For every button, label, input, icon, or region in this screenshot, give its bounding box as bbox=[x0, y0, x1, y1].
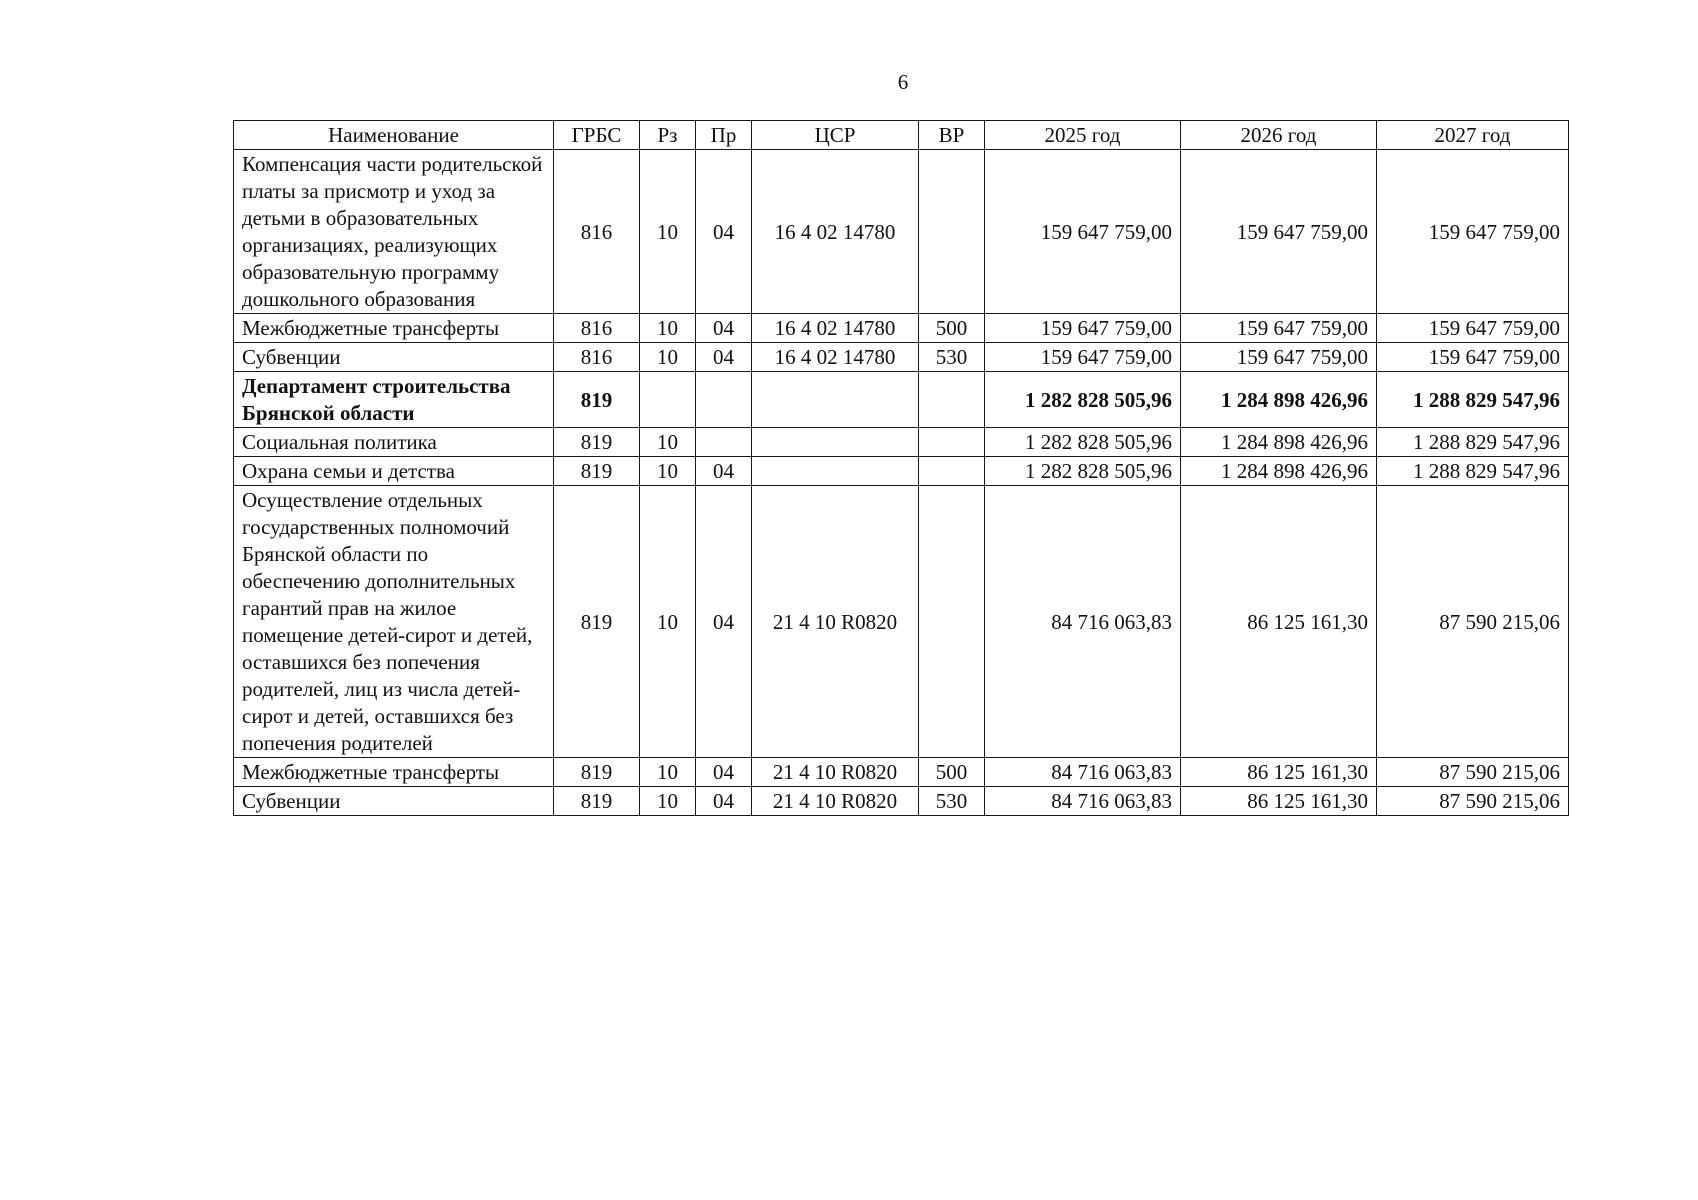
table-row bbox=[234, 150, 1569, 314]
cell-2026: 1 284 898 426,96 bbox=[1181, 457, 1377, 486]
cell-pr: 04 bbox=[696, 343, 752, 372]
header-vr: ВР bbox=[919, 121, 985, 150]
cell-csr bbox=[752, 372, 919, 428]
cell-name: Компенсация части родительской платы за присмотр и уход за детьми в образовательных организациях, реализующих образовательную программу дошкольного образования bbox=[234, 150, 554, 314]
cell-2027: 1 288 829 547,96 bbox=[1377, 457, 1569, 486]
cell-name: Социальная политика bbox=[234, 428, 554, 457]
header-name: Наименование bbox=[234, 121, 554, 150]
cell-pr: 04 bbox=[696, 486, 752, 758]
cell-vr bbox=[919, 486, 985, 758]
cell-name: Охрана семьи и детства bbox=[234, 457, 554, 486]
cell-2027: 159 647 759,00 bbox=[1377, 314, 1569, 343]
cell-vr: 530 bbox=[919, 343, 985, 372]
cell-vr bbox=[919, 428, 985, 457]
cell-rz: 10 bbox=[640, 314, 696, 343]
cell-pr: 04 bbox=[696, 150, 752, 314]
cell-grbs: 819 bbox=[554, 787, 640, 816]
table-row bbox=[234, 428, 1569, 457]
cell-2026: 1 284 898 426,96 bbox=[1181, 372, 1377, 428]
cell-rz bbox=[640, 372, 696, 428]
cell-vr bbox=[919, 457, 985, 486]
cell-pr: 04 bbox=[696, 758, 752, 787]
cell-grbs: 819 bbox=[554, 758, 640, 787]
cell-2025: 1 282 828 505,96 bbox=[985, 457, 1181, 486]
cell-2027: 1 288 829 547,96 bbox=[1377, 428, 1569, 457]
table-row bbox=[234, 787, 1569, 816]
header-2027: 2027 год bbox=[1377, 121, 1569, 150]
cell-2026: 86 125 161,30 bbox=[1181, 486, 1377, 758]
cell-grbs: 819 bbox=[554, 457, 640, 486]
header-rz: Рз bbox=[640, 121, 696, 150]
header-2026: 2026 год bbox=[1181, 121, 1377, 150]
cell-2026: 159 647 759,00 bbox=[1181, 314, 1377, 343]
header-pr: Пр bbox=[696, 121, 752, 150]
cell-rz: 10 bbox=[640, 787, 696, 816]
cell-2026: 86 125 161,30 bbox=[1181, 787, 1377, 816]
cell-csr bbox=[752, 428, 919, 457]
cell-2026: 159 647 759,00 bbox=[1181, 150, 1377, 314]
cell-2025: 159 647 759,00 bbox=[985, 150, 1181, 314]
cell-2025: 1 282 828 505,96 bbox=[985, 372, 1181, 428]
cell-vr: 500 bbox=[919, 758, 985, 787]
cell-grbs: 816 bbox=[554, 343, 640, 372]
cell-2025: 84 716 063,83 bbox=[985, 787, 1181, 816]
cell-rz: 10 bbox=[640, 758, 696, 787]
cell-csr: 16 4 02 14780 bbox=[752, 150, 919, 314]
cell-2025: 1 282 828 505,96 bbox=[985, 428, 1181, 457]
cell-rz: 10 bbox=[640, 343, 696, 372]
cell-rz: 10 bbox=[640, 150, 696, 314]
cell-rz: 10 bbox=[640, 486, 696, 758]
cell-2027: 159 647 759,00 bbox=[1377, 343, 1569, 372]
cell-vr: 500 bbox=[919, 314, 985, 343]
cell-csr: 16 4 02 14780 bbox=[752, 314, 919, 343]
cell-grbs: 819 bbox=[554, 486, 640, 758]
cell-rz: 10 bbox=[640, 457, 696, 486]
cell-2026: 159 647 759,00 bbox=[1181, 343, 1377, 372]
table-row bbox=[234, 758, 1569, 787]
cell-name: Осуществление отдельных государственных полномочий Брянской области по обеспечению дополнительных гарантий прав на жилое помещение детей-сирот и детей, оставшихся без попечения родителей, лиц из числа детей-сирот и детей, оставшихся без попечения родителей bbox=[234, 486, 554, 758]
cell-vr bbox=[919, 372, 985, 428]
cell-pr: 04 bbox=[696, 457, 752, 486]
cell-pr: 04 bbox=[696, 787, 752, 816]
cell-name: Субвенции bbox=[234, 343, 554, 372]
cell-pr bbox=[696, 372, 752, 428]
cell-name: Межбюджетные трансферты bbox=[234, 314, 554, 343]
cell-csr bbox=[752, 457, 919, 486]
cell-vr bbox=[919, 150, 985, 314]
cell-2027: 87 590 215,06 bbox=[1377, 758, 1569, 787]
cell-2027: 159 647 759,00 bbox=[1377, 150, 1569, 314]
header-2025: 2025 год bbox=[985, 121, 1181, 150]
table-row bbox=[234, 486, 1569, 758]
cell-2025: 159 647 759,00 bbox=[985, 343, 1181, 372]
cell-csr: 21 4 10 R0820 bbox=[752, 486, 919, 758]
cell-vr: 530 bbox=[919, 787, 985, 816]
cell-2025: 159 647 759,00 bbox=[985, 314, 1181, 343]
cell-csr: 21 4 10 R0820 bbox=[752, 758, 919, 787]
table-header-row bbox=[234, 121, 1569, 150]
cell-name: Субвенции bbox=[234, 787, 554, 816]
table-body bbox=[234, 150, 1569, 816]
cell-2026: 1 284 898 426,96 bbox=[1181, 428, 1377, 457]
cell-2025: 84 716 063,83 bbox=[985, 758, 1181, 787]
table-row bbox=[234, 457, 1569, 486]
cell-2027: 87 590 215,06 bbox=[1377, 486, 1569, 758]
cell-2026: 86 125 161,30 bbox=[1181, 758, 1377, 787]
cell-csr: 16 4 02 14780 bbox=[752, 343, 919, 372]
cell-pr: 04 bbox=[696, 314, 752, 343]
table-row bbox=[234, 314, 1569, 343]
cell-2027: 87 590 215,06 bbox=[1377, 787, 1569, 816]
table-row bbox=[234, 372, 1569, 428]
cell-rz: 10 bbox=[640, 428, 696, 457]
cell-name: Межбюджетные трансферты bbox=[234, 758, 554, 787]
cell-grbs: 816 bbox=[554, 150, 640, 314]
header-grbs: ГРБС bbox=[554, 121, 640, 150]
cell-csr: 21 4 10 R0820 bbox=[752, 787, 919, 816]
cell-2025: 84 716 063,83 bbox=[985, 486, 1181, 758]
cell-grbs: 819 bbox=[554, 428, 640, 457]
cell-pr bbox=[696, 428, 752, 457]
cell-2027: 1 288 829 547,96 bbox=[1377, 372, 1569, 428]
page-number: 6 bbox=[897, 70, 909, 94]
cell-grbs: 819 bbox=[554, 372, 640, 428]
table-row bbox=[234, 343, 1569, 372]
cell-grbs: 816 bbox=[554, 314, 640, 343]
cell-name: Департамент строительства Брянской области bbox=[234, 372, 554, 428]
header-csr: ЦСР bbox=[752, 121, 919, 150]
budget-table bbox=[233, 120, 1569, 816]
